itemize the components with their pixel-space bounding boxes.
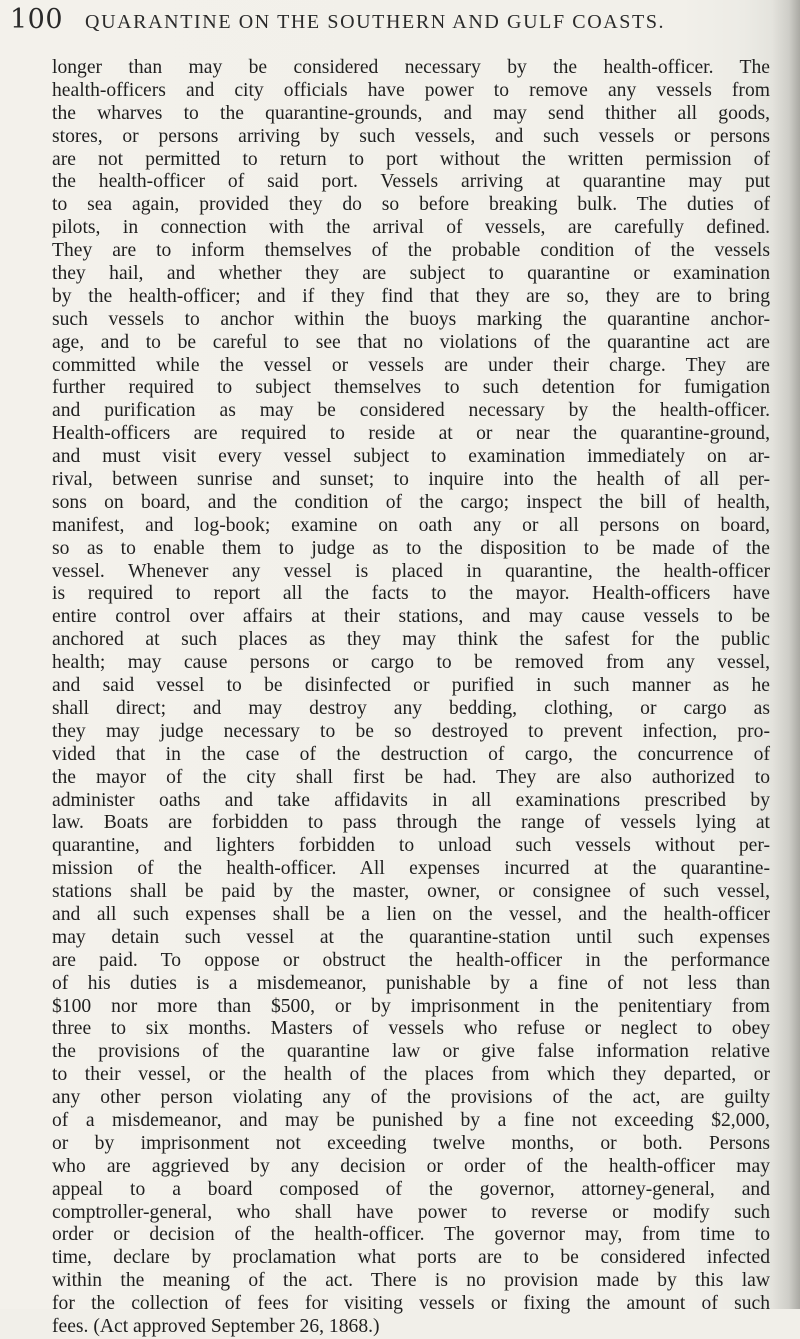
text-line: quarantine, and lighters forbidden to unload such vessels without per- — [52, 835, 770, 857]
text-line: of his duties is a misdemeanor, punishable by a fine of not less than — [52, 972, 770, 994]
text-line: rival, between sunrise and sunset; to inquire into the health of all per- — [52, 469, 770, 491]
text-line: sons on board, and the condition of the cargo; inspect the bill of health, — [52, 491, 770, 513]
text-line: for the collection of fees for visiting vessels or fixing the amount of such — [52, 1293, 770, 1315]
running-title: QUARANTINE ON THE SOUTHERN AND GULF COASTS. — [85, 11, 666, 33]
text-line: $100 nor more than $500, or by imprisonment in the penitentiary from — [52, 995, 770, 1017]
text-line: time, declare by proclamation what ports are to be considered infected — [52, 1247, 770, 1269]
text-line: who are aggrieved by any decision or order of the health-officer may — [52, 1155, 770, 1177]
text-line: the provisions of the quarantine law or give false information relative — [52, 1041, 770, 1063]
text-line: vessel. Whenever any vessel is placed in quarantine, the health-officer — [52, 560, 770, 582]
text-line: comptroller-general, who shall have power to reverse or modify such — [52, 1201, 770, 1223]
text-line: the health-officer of said port. Vessels arriving at quarantine may put — [52, 171, 770, 193]
text-line: health-officers and city officials have power to remove any vessels from — [52, 79, 770, 101]
text-line: committed while the vessel or vessels are under their charge. They are — [52, 354, 770, 376]
running-head — [10, 4, 770, 40]
text-line: order or decision of the health-officer. The governor may, from time to — [52, 1224, 770, 1246]
text-line: pilots, in connection with the arrival of vessels, are carefully defined. — [52, 217, 770, 239]
text-line: three to six months. Masters of vessels who refuse or neglect to obey — [52, 1018, 770, 1040]
text-line: they hail, and whether they are subject to quarantine or examination — [52, 263, 770, 285]
text-line: they may judge necessary to be so destroyed to prevent infection, pro- — [52, 720, 770, 742]
text-line: to their vessel, or the health of the places from which they departed, or — [52, 1064, 770, 1086]
text-line: administer oaths and take affidavits in all examinations prescribed by — [52, 789, 770, 811]
text-line: entire control over affairs at their stations, and may cause vessels to be — [52, 606, 770, 628]
text-line: shall direct; and may destroy any bedding, clothing, or cargo as — [52, 697, 770, 719]
text-line: any other person violating any of the provisions of the act, are guilty — [52, 1087, 770, 1109]
body-paragraph — [52, 57, 770, 1339]
text-line: appeal to a board composed of the governor, attorney-general, and — [52, 1178, 770, 1200]
text-line: of a misdemeanor, and may be punished by a fine not exceeding $2,000, — [52, 1109, 770, 1131]
text-line: is required to report all the facts to the mayor. Health-officers have — [52, 583, 770, 605]
text-line: and said vessel to be disinfected or purified in such manner as he — [52, 675, 770, 697]
text-line: further required to subject themselves to such detention for fumigation — [52, 377, 770, 399]
text-line: such vessels to anchor within the buoys marking the quarantine anchor- — [52, 308, 770, 330]
text-line: the mayor of the city shall first be had. They are also authorized to — [52, 766, 770, 788]
text-line: are not permitted to return to port without the written permission of — [52, 148, 770, 170]
text-line: manifest, and log-book; examine on oath any or all persons on board, — [52, 514, 770, 536]
text-line: within the meaning of the act. There is no provision made by this law — [52, 1270, 770, 1292]
text-line: to sea again, provided they do so before breaking bulk. The duties of — [52, 194, 770, 216]
text-line: vided that in the case of the destruction of cargo, the concurrence of — [52, 743, 770, 765]
page-number: 100 — [10, 4, 64, 35]
text-line: anchored at such places as they may think the safest for the public — [52, 629, 770, 651]
text-line: stations shall be paid by the master, owner, or consignee of such vessel, — [52, 881, 770, 903]
text-line: mission of the health-officer. All expenses incurred at the quarantine- — [52, 858, 770, 880]
text-line: the wharves to the quarantine-grounds, and may send thither all goods, — [52, 102, 770, 124]
text-line: longer than may be considered necessary by the health-officer. The — [52, 57, 770, 78]
text-line: health; may cause persons or cargo to be removed from any vessel, — [52, 652, 770, 674]
text-line: so as to enable them to judge as to the disposition to be made of the — [52, 537, 770, 559]
text-line: stores, or persons arriving by such vessels, and such vessels or persons — [52, 125, 770, 147]
text-line: and must visit every vessel subject to examination immediately on ar- — [52, 446, 770, 468]
text-line: by the health-officer; and if they find that they are so, they are to bring — [52, 285, 770, 307]
text-line: and purification as may be considered necessary by the health-officer. — [52, 400, 770, 422]
text-line: law. Boats are forbidden to pass through the range of vessels lying at — [52, 812, 770, 834]
text-line: age, and to be careful to see that no violations of the quarantine act are — [52, 331, 770, 353]
page-edge-shadow — [772, 0, 800, 1309]
text-line: fees. (Act approved September 26, 1868.) — [52, 1315, 380, 1337]
text-line: They are to inform themselves of the probable condition of the vessels — [52, 240, 770, 262]
text-line: Health-officers are required to reside at or near the quarantine-ground, — [52, 423, 770, 445]
text-line: are paid. To oppose or obstruct the health-officer in the performance — [52, 949, 770, 971]
text-line: or by imprisonment not exceeding twelve months, or both. Persons — [52, 1132, 770, 1154]
text-line: may detain such vessel at the quarantine-station until such expenses — [52, 926, 770, 948]
text-line: and all such expenses shall be a lien on the vessel, and the health-officer — [52, 903, 770, 925]
